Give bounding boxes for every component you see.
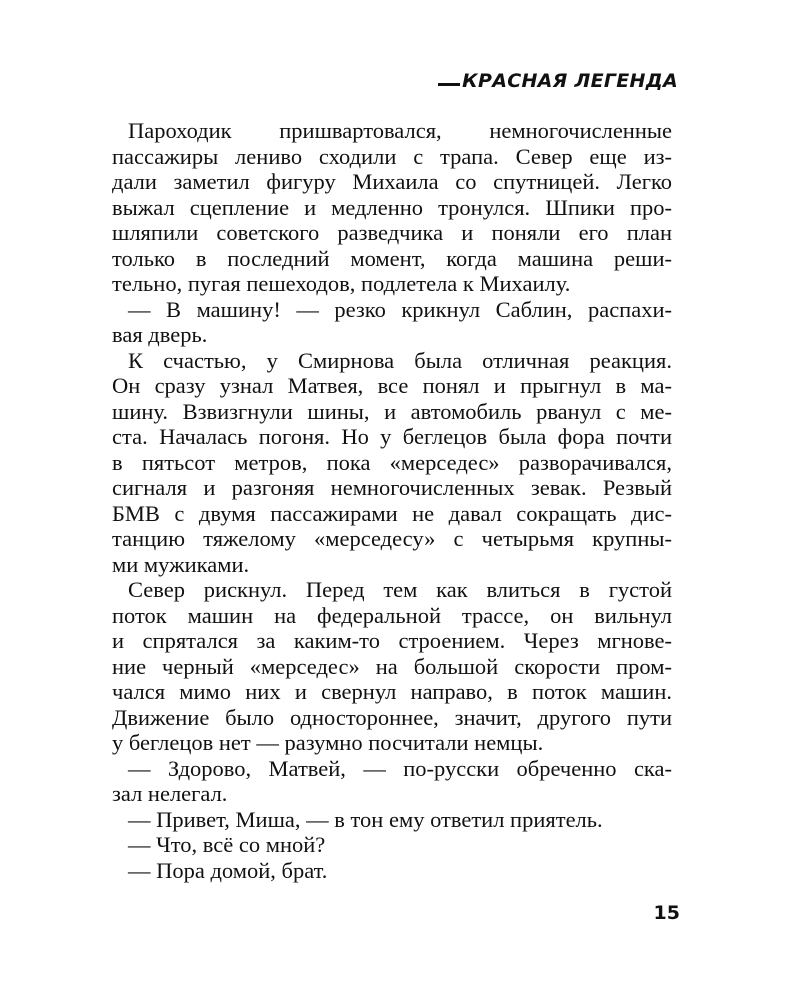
text-line: сигналя и разгоняя немногочисленных зевак. Резвый <box>112 475 672 500</box>
text-line: чался мимо них и свернул направо, в поток машин. <box>112 679 672 704</box>
text-line: шляпили советского разведчика и поняли его план <box>112 220 672 245</box>
text-line: ста. Началась погоня. Но у беглецов была фора почти <box>112 424 672 449</box>
text-line: зал нелегал. <box>112 781 228 806</box>
text-line: шину. Взвизгнули шины, и автомобиль рванул с ме- <box>112 398 672 424</box>
text-line: танцию тяжелому «мерседесу» с четырьмя крупны- <box>112 526 672 551</box>
text-line: К счастью, у Смирнова была отличная реакция. <box>128 347 672 373</box>
book-title: КРАСНАЯ ЛЕГЕНДА <box>462 70 678 92</box>
text-line: Север рискнул. Перед тем как влиться в густой <box>128 577 672 602</box>
text-line: Он сразу узнал Матвея, все понял и прыгнул в ма- <box>112 373 672 398</box>
text-line: дали заметил фигуру Михаила со спутницей. Легко <box>112 169 672 194</box>
text-line: — Здорово, Матвей, — по-русски обреченно ска- <box>128 755 672 781</box>
text-line: Пароходик пришвартовался, немногочисленные <box>128 118 672 143</box>
text-line: — В машину! — резко крикнул Саблин, распахи- <box>128 296 672 322</box>
text-line: вая дверь. <box>112 322 208 347</box>
running-header <box>418 68 678 94</box>
text-line: и спрятался за каким-то строением. Через мгнове- <box>112 628 672 653</box>
body-text <box>112 118 672 883</box>
page-number: 15 <box>653 902 680 924</box>
text-line: ми мужиками. <box>112 551 250 577</box>
text-line: — Привет, Миша, — в тон ему ответил приятель. <box>128 806 603 832</box>
text-line: Движение было одностороннее, значит, другого пути <box>112 704 672 730</box>
text-line: тельно, пугая пешеходов, подлетела к Михаилу. <box>112 271 571 296</box>
header-rule <box>438 83 460 86</box>
text-line: только в последний момент, когда машина реши- <box>112 245 672 271</box>
text-line: — Пора домой, брат. <box>128 857 328 883</box>
text-line: — Что, всё со мной? <box>128 832 326 857</box>
text-line: поток машин на федеральной трассе, он вильнул <box>112 602 672 628</box>
text-line: в пятьсот метров, пока «мерседес» разворачивался, <box>112 449 672 475</box>
text-line: выжал сцепление и медленно тронулся. Шпики про- <box>112 194 672 220</box>
text-line: пассажиры лениво сходили с трапа. Север еще из- <box>112 143 672 169</box>
text-line: у беглецов нет — разумно посчитали немцы. <box>112 730 544 755</box>
text-line: ние черный «мерседес» на большой скорости пром- <box>112 653 672 679</box>
text-line: БМВ с двумя пассажирами не давал сокращать дис- <box>112 500 672 526</box>
